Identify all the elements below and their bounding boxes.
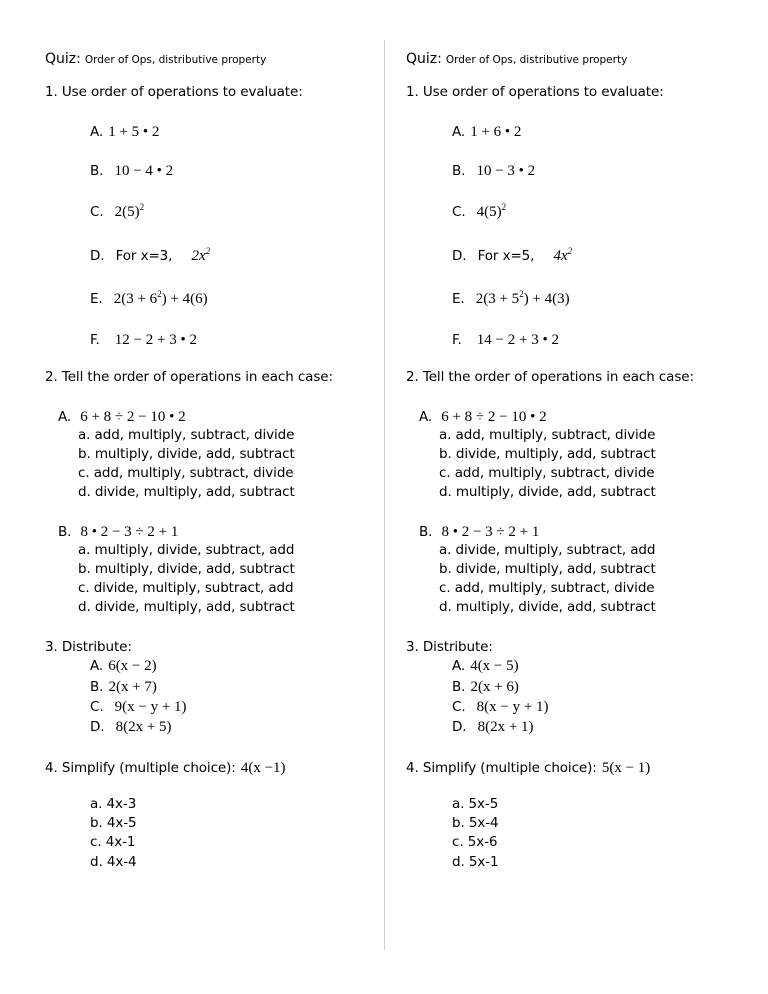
q4-option: a. 4x-3	[90, 796, 137, 812]
q4-option: c. 5x-6	[452, 834, 498, 850]
q2-expression: 8 • 2 − 3 ÷ 2 + 1	[80, 524, 179, 540]
q4-option: c. 4x-1	[90, 834, 136, 850]
q2-option: a. multiply, divide, subtract, add	[78, 542, 295, 558]
q4-expression: 5(x − 1)	[601, 760, 651, 776]
quiz-title: Quiz	[406, 51, 438, 67]
q2-option: a. add, multiply, subtract, divide	[439, 427, 656, 443]
q2-option: c. add, multiply, subtract, divide	[439, 580, 655, 596]
q4-prompt: 4. Simplify (multiple choice): 4(x −1)	[45, 760, 286, 776]
q3-expression: 8(x − y + 1)	[476, 699, 549, 715]
q1-item-b: B. 10 − 4 • 2	[90, 163, 174, 179]
q3-item-b: B. 2(x + 7)	[90, 679, 157, 695]
q1-expression: 12 − 2 + 3 • 2	[114, 332, 197, 348]
q4-expression: 4(x −1)	[240, 760, 286, 776]
q3-expression: 9(x − y + 1)	[114, 699, 187, 715]
q1-expression: 10 − 3 • 2	[476, 163, 536, 179]
q4-option: a. 5x-5	[452, 796, 499, 812]
q4-option: b. 4x-5	[90, 815, 137, 831]
q1-prompt: 1. Use order of operations to evaluate:	[406, 84, 664, 100]
q2-option: a. divide, multiply, subtract, add	[439, 542, 656, 558]
q1-expression: 10 − 4 • 2	[114, 163, 174, 179]
q1-item-d: D. For x=3, $2x^2$	[90, 246, 211, 264]
q1-item-a: A. 1 + 6 • 2	[452, 124, 522, 140]
q1-item-b: B. 10 − 3 • 2	[452, 163, 536, 179]
quiz-header: Quiz: Order of Ops, distributive property	[406, 51, 628, 67]
q1-item-c: C. $2(5)^2$	[90, 202, 145, 220]
q1-expression: 14 − 2 + 3 • 2	[476, 332, 559, 348]
q3-expression: 4(x − 5)	[470, 658, 519, 674]
q2-option: a. add, multiply, subtract, divide	[78, 427, 295, 443]
q1-expression: 1 + 5 • 2	[108, 124, 160, 140]
q2-part-a: A. 6 + 8 ÷ 2 − 10 • 2	[419, 409, 547, 425]
q3-expression: 2(x + 6)	[470, 679, 519, 695]
q3-expression: 8(2x + 1)	[477, 719, 534, 735]
q1-item-e: E. $2(3 + 5^2) + 4(3)$	[452, 289, 570, 307]
quiz-subtitle: Order of Ops, distributive property	[445, 54, 628, 66]
q3-item-a: A. 6(x − 2)	[90, 658, 157, 674]
quiz-title: Quiz	[45, 51, 77, 67]
quiz-column-right	[406, 0, 766, 994]
q2-option: d. multiply, divide, add, subtract	[439, 599, 656, 615]
q1-item-f: F. 12 − 2 + 3 • 2	[90, 332, 197, 348]
q1-item-d: D. For x=5, $4x^2$	[452, 246, 573, 264]
q3-item-c: C. 8(x − y + 1)	[452, 699, 549, 715]
q2-option: b. divide, multiply, add, subtract	[439, 561, 656, 577]
q3-expression: 8(2x + 5)	[115, 719, 172, 735]
q2-part-a: A. 6 + 8 ÷ 2 − 10 • 2	[58, 409, 186, 425]
q3-expression: 6(x − 2)	[108, 658, 157, 674]
q2-option: c. add, multiply, subtract, divide	[78, 465, 294, 481]
q2-option: c. divide, multiply, subtract, add	[78, 580, 294, 596]
quiz-column-left	[45, 0, 405, 994]
q3-item-a: A. 4(x − 5)	[452, 658, 519, 674]
q2-expression: 8 • 2 − 3 ÷ 2 + 1	[441, 524, 540, 540]
q2-option: d. multiply, divide, add, subtract	[439, 484, 656, 500]
q1-prompt: 1. Use order of operations to evaluate:	[45, 84, 303, 100]
q1-item-f: F. 14 − 2 + 3 • 2	[452, 332, 559, 348]
q3-prompt: 3. Distribute:	[406, 639, 493, 655]
q3-item-d: D. 8(2x + 5)	[90, 719, 172, 735]
q4-option: d. 4x-4	[90, 854, 137, 870]
q2-expression: 6 + 8 ÷ 2 − 10 • 2	[80, 409, 186, 425]
quiz-header: Quiz: Order of Ops, distributive property	[45, 51, 267, 67]
q3-expression: 2(x + 7)	[108, 679, 157, 695]
quiz-subtitle: Order of Ops, distributive property	[84, 54, 267, 66]
q4-prompt: 4. Simplify (multiple choice): 5(x − 1)	[406, 760, 651, 776]
q2-option: b. multiply, divide, add, subtract	[78, 561, 295, 577]
q2-prompt: 2. Tell the order of operations in each case:	[406, 369, 694, 385]
q2-option: c. add, multiply, subtract, divide	[439, 465, 655, 481]
q1-expression: $4x^2$	[553, 246, 573, 264]
q2-prompt: 2. Tell the order of operations in each case:	[45, 369, 333, 385]
q1-expression: $2x^2$	[191, 246, 211, 264]
q3-item-d: D. 8(2x + 1)	[452, 719, 534, 735]
q2-expression: 6 + 8 ÷ 2 − 10 • 2	[441, 409, 547, 425]
q1-expression: 1 + 6 • 2	[470, 124, 522, 140]
q1-expression: $4(5)^2$	[476, 202, 507, 220]
q2-option: b. divide, multiply, add, subtract	[439, 446, 656, 462]
q3-item-b: B. 2(x + 6)	[452, 679, 519, 695]
q4-option: d. 5x-1	[452, 854, 499, 870]
q1-item-a: A. 1 + 5 • 2	[90, 124, 160, 140]
q3-prompt: 3. Distribute:	[45, 639, 132, 655]
q2-option: d. divide, multiply, add, subtract	[78, 599, 295, 615]
q2-part-b: B. 8 • 2 − 3 ÷ 2 + 1	[419, 524, 540, 540]
q1-expression: $2(3 + 5^2) + 4(3)$	[475, 289, 570, 307]
q2-option: b. multiply, divide, add, subtract	[78, 446, 295, 462]
q1-item-e: E. $2(3 + 6^2) + 4(6)$	[90, 289, 208, 307]
q2-option: d. divide, multiply, add, subtract	[78, 484, 295, 500]
q4-option: b. 5x-4	[452, 815, 499, 831]
q1-expression: $2(3 + 6^2) + 4(6)$	[113, 289, 208, 307]
q3-item-c: C. 9(x − y + 1)	[90, 699, 187, 715]
q1-expression: $2(5)^2$	[114, 202, 145, 220]
q1-item-c: C. $4(5)^2$	[452, 202, 507, 220]
q2-part-b: B. 8 • 2 − 3 ÷ 2 + 1	[58, 524, 179, 540]
